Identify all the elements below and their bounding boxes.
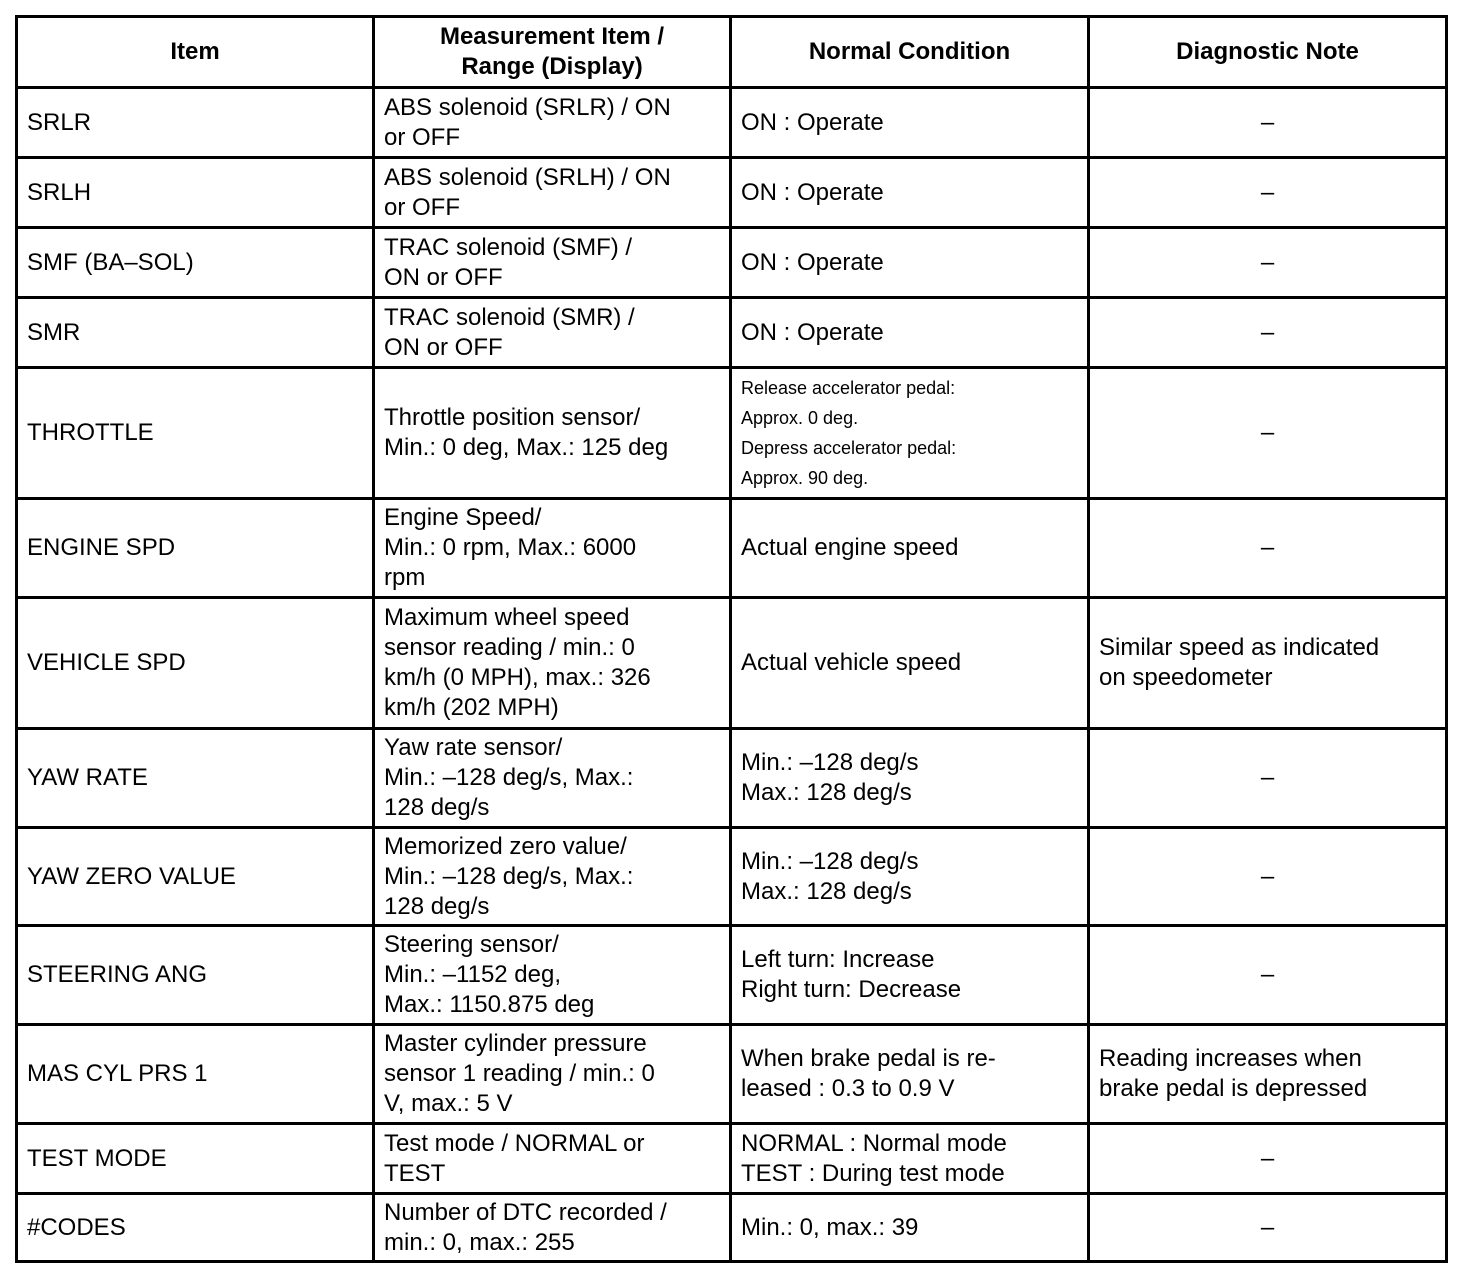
table-row bbox=[17, 298, 1447, 368]
range-cell: Maximum wheel speed sensor reading / min.: 0 km/h (0 MPH), max.: 326 km/h (202 MPH) bbox=[374, 598, 731, 729]
table-row bbox=[17, 88, 1447, 158]
table-row bbox=[17, 499, 1447, 598]
range-cell: Master cylinder pressure sensor 1 reading / min.: 0 V, max.: 5 V bbox=[374, 1025, 731, 1124]
range-cell: ABS solenoid (SRLH) / ON or OFF bbox=[374, 158, 731, 228]
normal-condition-cell: Left turn: Increase Right turn: Decrease bbox=[731, 926, 1089, 1025]
header-item: Item bbox=[17, 17, 374, 88]
diagnostic-note-cell: – bbox=[1089, 88, 1447, 158]
diagnostic-note-cell: – bbox=[1089, 926, 1447, 1025]
item-cell: SMR bbox=[17, 298, 374, 368]
diagnostic-note-cell: – bbox=[1089, 1124, 1447, 1194]
diagnostic-note-cell: – bbox=[1089, 228, 1447, 298]
range-cell: ABS solenoid (SRLR) / ON or OFF bbox=[374, 88, 731, 158]
item-cell: YAW ZERO VALUE bbox=[17, 828, 374, 926]
table-row bbox=[17, 158, 1447, 228]
data-list-table bbox=[15, 15, 1448, 1263]
diagnostic-note-cell: – bbox=[1089, 729, 1447, 828]
range-cell: Yaw rate sensor/ Min.: –128 deg/s, Max.: 128 deg/s bbox=[374, 729, 731, 828]
table-row bbox=[17, 1025, 1447, 1124]
range-cell: Test mode / NORMAL or TEST bbox=[374, 1124, 731, 1194]
item-cell: STEERING ANG bbox=[17, 926, 374, 1025]
item-cell: SRLR bbox=[17, 88, 374, 158]
diagnostic-note-cell: Reading increases when brake pedal is depressed bbox=[1089, 1025, 1447, 1124]
range-cell: Steering sensor/ Min.: –1152 deg, Max.: 1150.875 deg bbox=[374, 926, 731, 1025]
normal-condition-cell: ON : Operate bbox=[731, 298, 1089, 368]
table-row bbox=[17, 598, 1447, 729]
diagnostic-note-cell: – bbox=[1089, 368, 1447, 499]
range-cell: TRAC solenoid (SMF) / ON or OFF bbox=[374, 228, 731, 298]
normal-condition-cell: Actual engine speed bbox=[731, 499, 1089, 598]
table-row bbox=[17, 828, 1447, 926]
item-cell: THROTTLE bbox=[17, 368, 374, 499]
item-cell: #CODES bbox=[17, 1194, 374, 1262]
normal-condition-cell: Min.: –128 deg/s Max.: 128 deg/s bbox=[731, 729, 1089, 828]
normal-condition-cell: ON : Operate bbox=[731, 88, 1089, 158]
diagnostic-note-cell: – bbox=[1089, 158, 1447, 228]
diagnostic-note-cell: Similar speed as indicated on speedometer bbox=[1089, 598, 1447, 729]
normal-condition-cell: ON : Operate bbox=[731, 158, 1089, 228]
item-cell: TEST MODE bbox=[17, 1124, 374, 1194]
range-cell: TRAC solenoid (SMR) / ON or OFF bbox=[374, 298, 731, 368]
normal-condition-cell: Min.: –128 deg/s Max.: 128 deg/s bbox=[731, 828, 1089, 926]
normal-condition-cell: When brake pedal is re- leased : 0.3 to 0.9 V bbox=[731, 1025, 1089, 1124]
item-cell: MAS CYL PRS 1 bbox=[17, 1025, 374, 1124]
table-row bbox=[17, 368, 1447, 499]
table-row bbox=[17, 1194, 1447, 1262]
table-row bbox=[17, 1124, 1447, 1194]
item-cell: SRLH bbox=[17, 158, 374, 228]
header-note: Diagnostic Note bbox=[1089, 17, 1447, 88]
item-cell: VEHICLE SPD bbox=[17, 598, 374, 729]
header-range: Measurement Item / Range (Display) bbox=[374, 17, 731, 88]
header-normal: Normal Condition bbox=[731, 17, 1089, 88]
normal-condition-cell: Release accelerator pedal: Approx. 0 deg. Depress accelerator pedal: Approx. 90 deg. bbox=[731, 368, 1089, 499]
normal-condition-cell: NORMAL : Normal mode TEST : During test mode bbox=[731, 1124, 1089, 1194]
range-cell: Engine Speed/ Min.: 0 rpm, Max.: 6000 rpm bbox=[374, 499, 731, 598]
range-cell: Number of DTC recorded / min.: 0, max.: 255 bbox=[374, 1194, 731, 1262]
diagnostic-note-cell: – bbox=[1089, 298, 1447, 368]
table-row bbox=[17, 926, 1447, 1025]
diagnostic-note-cell: – bbox=[1089, 1194, 1447, 1262]
normal-condition-cell: ON : Operate bbox=[731, 228, 1089, 298]
diagnostic-note-cell: – bbox=[1089, 828, 1447, 926]
normal-condition-cell: Actual vehicle speed bbox=[731, 598, 1089, 729]
table-row bbox=[17, 729, 1447, 828]
normal-condition-cell: Min.: 0, max.: 39 bbox=[731, 1194, 1089, 1262]
item-cell: ENGINE SPD bbox=[17, 499, 374, 598]
header-row bbox=[17, 17, 1447, 88]
range-cell: Memorized zero value/ Min.: –128 deg/s, Max.: 128 deg/s bbox=[374, 828, 731, 926]
range-cell: Throttle position sensor/ Min.: 0 deg, Max.: 125 deg bbox=[374, 368, 731, 499]
table-row bbox=[17, 228, 1447, 298]
diagnostic-note-cell: – bbox=[1089, 499, 1447, 598]
item-cell: YAW RATE bbox=[17, 729, 374, 828]
item-cell: SMF (BA–SOL) bbox=[17, 228, 374, 298]
